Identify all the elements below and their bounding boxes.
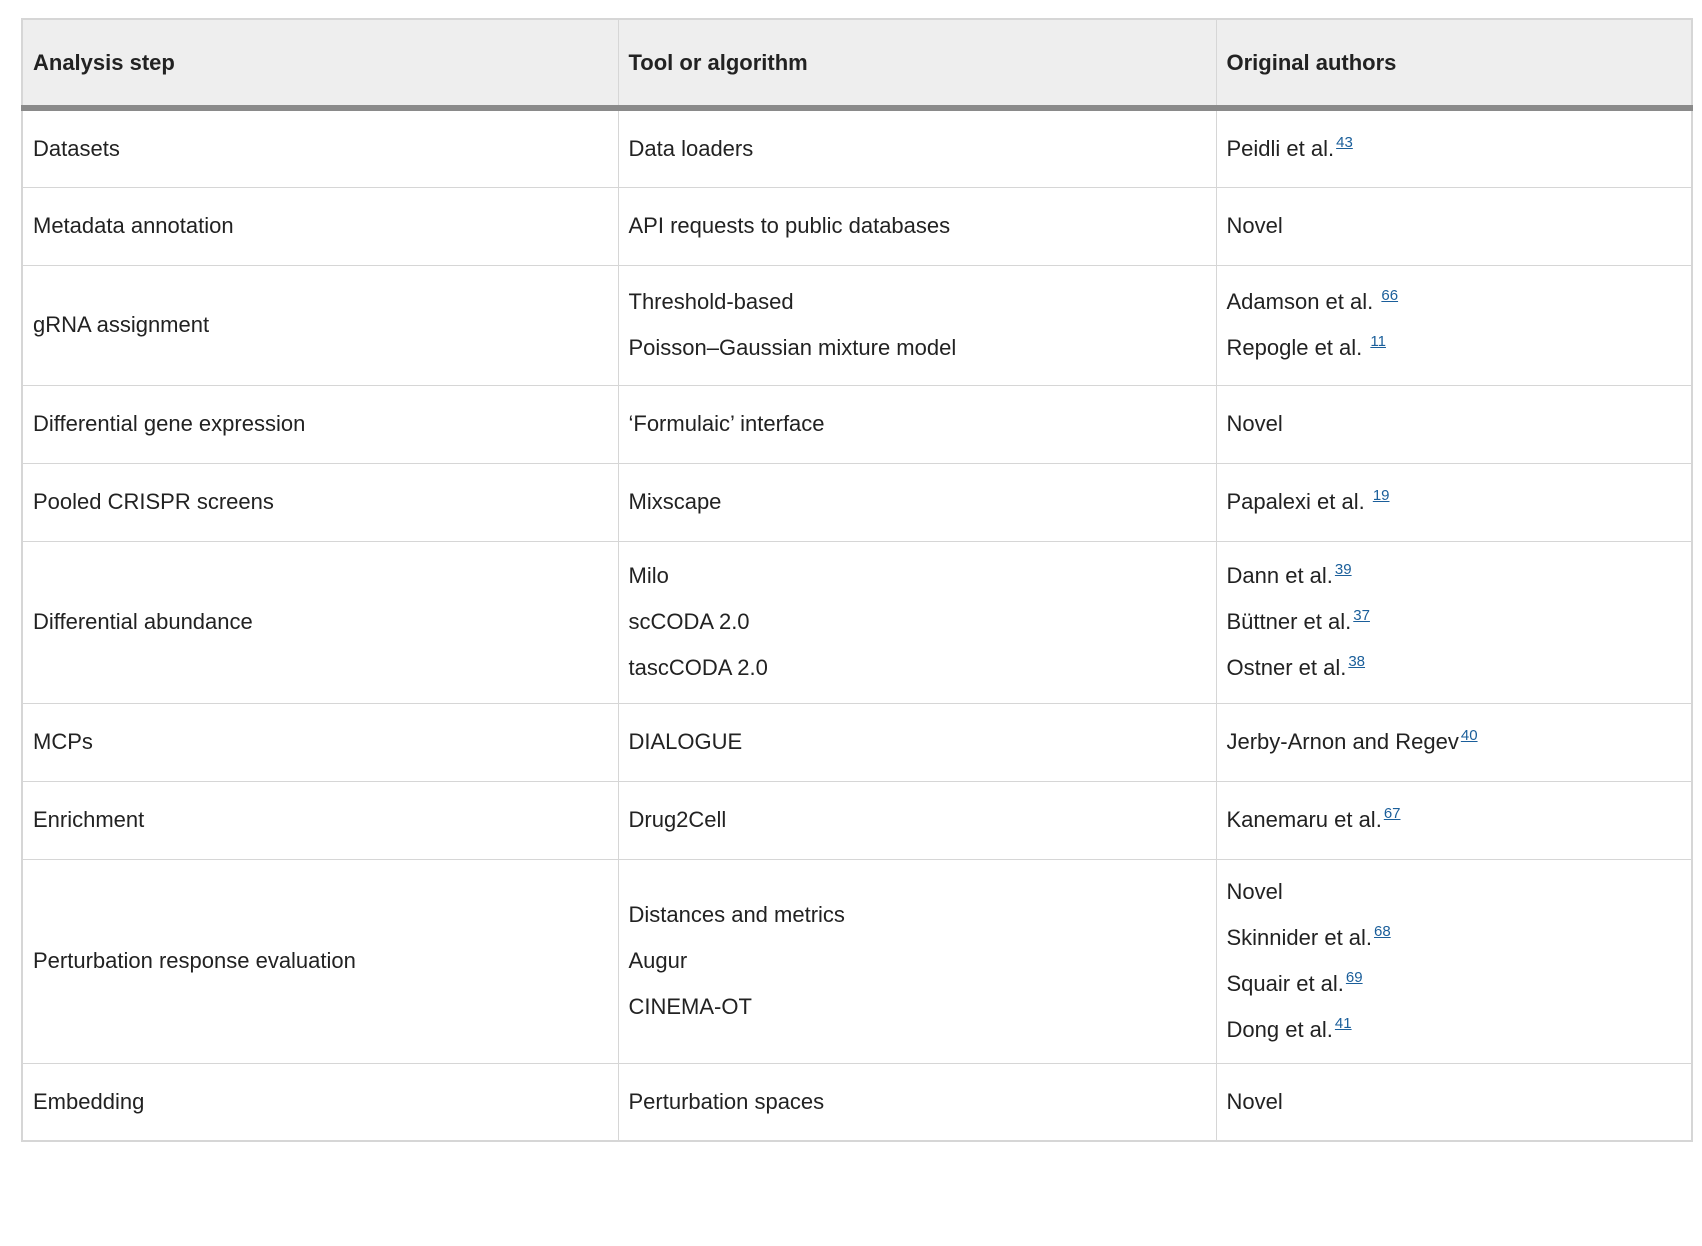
tool-text: Augur — [628, 948, 688, 973]
reference-superscript — [1381, 287, 1398, 304]
reference-link[interactable]: 38 — [1348, 653, 1366, 670]
table-row — [22, 703, 1692, 781]
cell-tool-or-algorithm — [618, 463, 1216, 541]
analysis-step-text: gRNA assignment — [33, 312, 210, 337]
table-row — [22, 781, 1692, 859]
table-body — [22, 108, 1692, 1141]
tool-text: Drug2Cell — [628, 807, 727, 832]
cell-analysis-step — [22, 859, 618, 1063]
author-name: Adamson et al. — [1226, 289, 1380, 314]
cell-tool-or-algorithm — [618, 265, 1216, 385]
author-line — [1227, 203, 1682, 249]
author-name: Dong et al. — [1226, 1017, 1333, 1042]
cell-tool-or-algorithm — [618, 1063, 1216, 1141]
tool-text: Perturbation spaces — [628, 1088, 825, 1114]
table-row — [22, 108, 1692, 187]
author-name: Repogle et al. — [1226, 335, 1369, 360]
tool-text: tascCODA 2.0 — [628, 655, 768, 680]
cell-analysis-step — [22, 187, 618, 265]
analysis-step-text: Differential gene expression — [33, 411, 306, 436]
cell-tool-or-algorithm — [618, 385, 1216, 463]
reference-superscript — [1374, 923, 1391, 940]
tool-text: DIALOGUE — [628, 729, 743, 754]
author-line — [1227, 401, 1682, 447]
cell-analysis-step — [22, 463, 618, 541]
reference-superscript — [1461, 727, 1478, 744]
reference-link[interactable]: 41 — [1334, 1015, 1352, 1032]
author-name: Dann et al. — [1226, 563, 1333, 588]
tool-text: ‘Formulaic’ interface — [628, 411, 825, 436]
tool-text: Poisson–Gaussian mixture model — [628, 335, 957, 360]
cell-original-authors — [1216, 703, 1692, 781]
author-name: Papalexi et al. — [1226, 489, 1371, 514]
tool-text: Mixscape — [628, 489, 722, 514]
author-line — [1227, 1079, 1682, 1125]
header-row — [22, 19, 1692, 108]
table-row — [22, 265, 1692, 385]
reference-link[interactable]: 66 — [1381, 287, 1399, 304]
analysis-step-text: Embedding — [33, 1088, 145, 1114]
reference-superscript — [1384, 805, 1401, 822]
cell-analysis-step — [22, 385, 618, 463]
cell-original-authors — [1216, 541, 1692, 703]
cell-tool-or-algorithm — [618, 187, 1216, 265]
author-name: Peidli et al. — [1226, 135, 1335, 161]
tool-text: Distances and metrics — [628, 902, 845, 927]
cell-analysis-step — [22, 541, 618, 703]
analysis-step-text: Differential abundance — [33, 609, 253, 634]
cell-tool-or-algorithm — [618, 781, 1216, 859]
tool-text: scCODA 2.0 — [628, 609, 750, 634]
reference-link[interactable]: 37 — [1353, 607, 1370, 624]
cell-original-authors — [1216, 781, 1692, 859]
reference-superscript — [1346, 969, 1363, 986]
cell-analysis-step — [22, 703, 618, 781]
cell-tool-or-algorithm — [618, 108, 1216, 187]
author-name: Novel — [1226, 879, 1283, 904]
reference-superscript — [1335, 1015, 1352, 1032]
reference-link[interactable]: 19 — [1372, 487, 1390, 504]
reference-link[interactable]: 43 — [1336, 133, 1353, 151]
cell-analysis-step — [22, 781, 618, 859]
reference-superscript — [1373, 487, 1390, 504]
header-original-authors: Original authors — [1216, 19, 1692, 108]
cell-analysis-step — [22, 1063, 618, 1141]
tool-text: Milo — [628, 563, 669, 588]
table-row — [22, 463, 1692, 541]
author-line — [1227, 915, 1682, 961]
table-header — [22, 19, 1692, 108]
author-name: Novel — [1226, 1088, 1283, 1114]
cell-original-authors — [1216, 859, 1692, 1063]
cell-original-authors — [1216, 265, 1692, 385]
table-row — [22, 1063, 1692, 1141]
author-name: Jerby-Arnon and Regev — [1226, 729, 1459, 754]
header-tool-or-algorithm: Tool or algorithm — [618, 19, 1216, 108]
cell-tool-or-algorithm — [618, 859, 1216, 1063]
author-line — [1227, 599, 1682, 645]
author-line — [1227, 279, 1682, 325]
author-name: Büttner et al. — [1226, 609, 1352, 634]
cell-original-authors — [1216, 187, 1692, 265]
tools-table — [21, 18, 1693, 1142]
cell-original-authors — [1216, 385, 1692, 463]
author-line — [1227, 869, 1682, 915]
author-name: Kanemaru et al. — [1226, 807, 1382, 832]
tool-text: API requests to public databases — [628, 213, 951, 238]
reference-link[interactable]: 11 — [1370, 333, 1386, 350]
author-line — [1227, 1007, 1682, 1053]
author-name: Skinnider et al. — [1226, 925, 1373, 950]
reference-link[interactable]: 39 — [1334, 561, 1352, 578]
author-line — [1227, 126, 1682, 172]
cell-original-authors — [1216, 108, 1692, 187]
reference-link[interactable]: 68 — [1374, 923, 1391, 940]
reference-link[interactable]: 40 — [1460, 727, 1478, 744]
analysis-step-text: Perturbation response evaluation — [33, 948, 356, 973]
reference-superscript — [1348, 653, 1365, 670]
author-line — [1227, 961, 1682, 1007]
cell-original-authors — [1216, 463, 1692, 541]
reference-superscript — [1353, 607, 1370, 624]
cell-analysis-step — [22, 265, 618, 385]
table-row — [22, 541, 1692, 703]
tool-text: Threshold-based — [628, 289, 794, 314]
analysis-step-text: Pooled CRISPR screens — [33, 489, 274, 514]
author-name: Ostner et al. — [1226, 655, 1347, 680]
header-analysis-step: Analysis step — [22, 19, 618, 108]
analysis-step-text: Enrichment — [33, 807, 145, 832]
author-name: Novel — [1226, 411, 1283, 436]
analysis-step-text: MCPs — [33, 729, 93, 754]
table-row — [22, 385, 1692, 463]
reference-superscript — [1370, 333, 1386, 350]
reference-superscript — [1336, 134, 1353, 151]
author-line — [1227, 479, 1682, 525]
analysis-step-text: Metadata annotation — [33, 213, 234, 238]
author-line — [1227, 325, 1682, 371]
reference-superscript — [1335, 561, 1352, 578]
reference-link[interactable]: 67 — [1383, 805, 1401, 822]
author-name: Novel — [1226, 213, 1283, 238]
author-line — [1227, 797, 1682, 843]
author-line — [1227, 719, 1682, 765]
cell-tool-or-algorithm — [618, 703, 1216, 781]
tool-text: Data loaders — [628, 135, 754, 161]
reference-link[interactable]: 69 — [1345, 969, 1363, 986]
author-line — [1227, 553, 1682, 599]
tool-text: CINEMA-OT — [628, 994, 752, 1019]
tools-table-container — [21, 18, 1691, 1142]
analysis-step-text: Datasets — [33, 135, 120, 161]
table-row — [22, 187, 1692, 265]
cell-tool-or-algorithm — [618, 541, 1216, 703]
cell-original-authors — [1216, 1063, 1692, 1141]
table-row — [22, 859, 1692, 1063]
author-line — [1227, 645, 1682, 691]
cell-analysis-step — [22, 108, 618, 187]
author-name: Squair et al. — [1226, 971, 1344, 996]
